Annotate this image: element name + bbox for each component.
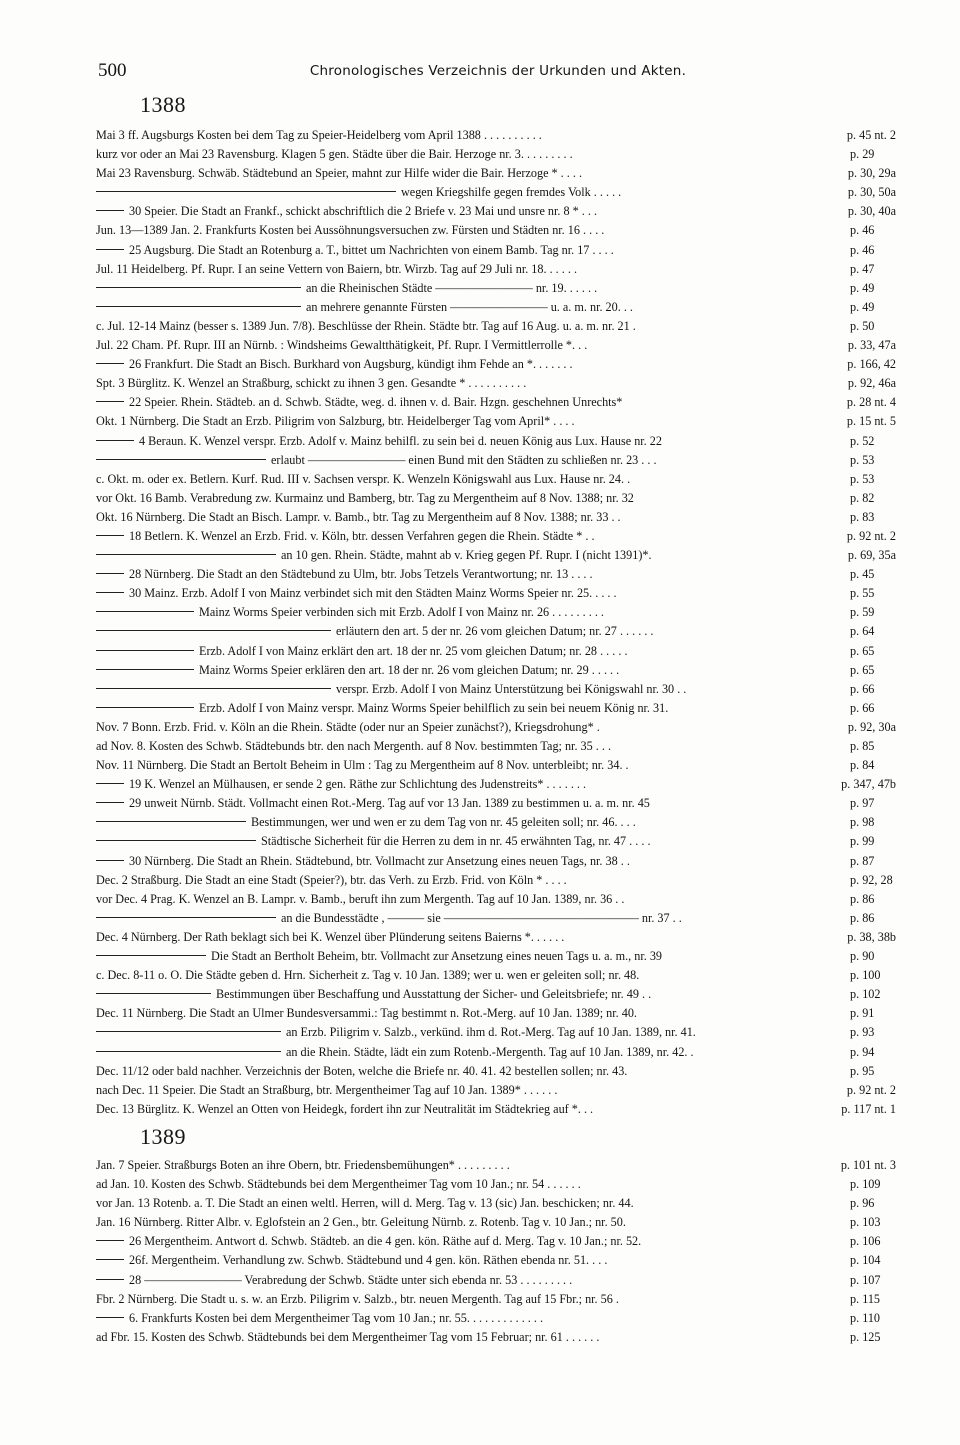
page-reference: p. 92, 28 [850,872,893,887]
entry-text: 30 Nürnberg. Die Stadt an Rhein. Städtebund, btr. Vollmacht zur Ansetzung eines neuen Tags, nr. 38 . . [129,853,630,868]
index-entry [96,548,896,567]
index-entry [96,701,896,720]
entry-text: 4 Beraun. K. Wenzel verspr. Erzb. Adolf v. Mainz behilfl. zu sein bei d. neuen König aus Lux. Hause nr. 22 [139,433,662,448]
index-entry [96,1253,896,1272]
entry-text: Dec. 4 Nürnberg. Der Rath beklagt sich bei K. Wenzel über Plünderung seitens Baierns *. . . . . . [96,929,565,944]
ditto-rule [96,1259,124,1260]
index-entry [96,395,896,414]
page-reference: p. 66 [850,681,875,696]
ditto-rule [96,1240,124,1241]
entry-text: 26f. Mergentheim. Verhandlung zw. Schwb. Städtebund und 4 gen. kön. Räthen ebenda nr. 51. . . . [129,1253,608,1268]
index-entry [96,1273,896,1292]
entry-text: Dec. 11 Nürnberg. Die Stadt an Ulmer Bundesversammi.: Tag bestimmt n. Rot.-Merg. auf 10 Jan. 1389; nr. 40. [96,1006,637,1021]
entry-text: erläutern den art. 5 der nr. 26 vom gleichen Datum; nr. 27 . . . . . . [336,624,654,639]
entry-text: Dec. 11/12 oder bald nachher. Verzeichnis der Boten, welche die Briefe nr. 40. 41. 42 bestellen sollen; nr. 43. [96,1063,628,1078]
index-entry [96,529,896,548]
page-reference: p. 109 [850,1177,881,1192]
ditto-rule [96,1317,124,1318]
entry-text: nach Dec. 11 Speier. Die Stadt an Straßburg, btr. Mergentheimer Tag auf 10 Jan. 1389* . . . . . . [96,1082,558,1097]
entry-text: verspr. Erzb. Adolf I von Mainz Unterstützung bei Königswahl nr. 30 . . [336,681,687,696]
index-entry [96,357,896,376]
page-reference: p. 47 [850,261,875,276]
entry-text: Jan. 16 Nürnberg. Ritter Albr. v. Eglofstein an 2 Gen., btr. Geleitung Nürnb. z. Rotenb. Tag v. 10 Jan.; nr. 50. [96,1215,626,1230]
entry-text: vor Okt. 16 Bamb. Verabredung zw. Kurmainz und Bamberg, btr. Tag zu Mergentheim auf 8 Nov. 1388; nr. 32 [96,490,634,505]
index-entry [96,1196,896,1215]
index-entry [96,434,896,453]
page-reference: p. 15 nt. 5 [846,414,896,429]
page-reference: p. 64 [850,624,875,639]
index-entry [96,491,896,510]
index-entry [96,663,896,682]
running-header [98,60,898,86]
entry-text: ad Fbr. 15. Kosten des Schwb. Städtebunds bei dem Mergentheimer Tag vom 15 Februar; nr. 61 . . . . . . [96,1329,600,1344]
page-reference: p. 46 [850,223,875,238]
page-reference: p. 45 nt. 2 [846,128,896,142]
index-entry [96,1083,896,1102]
entry-text: Okt. 1 Nürnberg. Die Stadt an Erzb. Piligrim von Salzburg, btr. Heidelberger Tag vom April* . . . . [96,414,575,429]
page-reference: p. 95 [850,1063,875,1078]
ditto-rule [96,440,134,441]
entry-text: 30 Mainz. Erzb. Adolf I von Mainz verbindet sich mit den Städten Mainz Worms Speier nr. 25. . . . . [129,586,617,601]
ditto-rule [96,707,194,708]
entry-text: Mainz Worms Speier erklären den art. 18 der nr. 26 vom gleichen Datum; nr. 29 . . . . . [199,662,620,677]
page-reference: p. 65 [850,662,875,677]
entry-text: c. Jul. 12-14 Mainz (besser s. 1389 Jun. 7/8). Beschlüsse der Rhein. Städte btr. Tag auf 16 Aug. u. a. m. nr. 21 . [96,318,636,333]
page-reference: p. 30, 29a [847,166,896,181]
entry-text: ad Nov. 8. Kosten des Schwb. Städtebunds btr. den nach Mergenth. auf 8 Nov. bestimmten Tag; nr. 35 . . . [96,739,612,753]
index-entry [96,510,896,529]
entry-text: an die Rhein. Städte, lädt ein zum Rotenb.-Mergenth. Tag auf 10 Jan. 1389, nr. 42. . [286,1044,694,1059]
ditto-rule [96,573,124,574]
index-entry [96,854,896,873]
ditto-rule [96,802,124,803]
ditto-rule [96,191,396,192]
page-reference: p. 46 [850,242,875,257]
ditto-rule [96,363,124,364]
index-entry [96,166,896,185]
ditto-rule [96,1051,281,1052]
index-entry [96,567,896,586]
index-entry [96,223,896,242]
ditto-rule [96,287,301,288]
ditto-rule [96,840,256,841]
index-entry [96,243,896,262]
entry-text: 28 ———————— Verabredung der Schwb. Städte unter sich ebenda nr. 53 . . . . . . . . . [129,1272,573,1287]
ditto-rule [96,210,124,211]
entry-text: Jul. 11 Heidelberg. Pf. Rupr. I an seine Vettern von Baiern, btr. Wirzb. Tag auf 29 Juli nr. 18. . . . . . [96,261,578,276]
ditto-rule [96,611,194,612]
year-heading-1389: 1389 [140,1124,186,1149]
index-entry [96,987,896,1006]
index-entry [96,739,896,758]
page-reference: p. 45 [850,567,875,582]
entry-text: Mainz Worms Speier verbinden sich mit Erzb. Adolf I von Mainz nr. 26 . . . . . . . . . [199,605,604,620]
index-entry [96,262,896,281]
entry-text: c. Okt. m. oder ex. Betlern. Kurf. Rud. III v. Sachsen verspr. K. Wenzeln Königswahl aus Lux. Hause nr. 24. . [96,471,631,486]
index-entry [96,319,896,338]
entry-text: an die Bundesstädte , ——— sie ———————————————— nr. 37 . . [281,910,682,925]
page-reference: p. 65 [850,643,875,658]
index-entry [96,682,896,701]
ditto-rule [96,993,211,994]
page-reference: p. 92 nt. 2 [846,528,896,543]
ditto-rule [96,669,194,670]
entry-text: Bestimmungen über Beschaffung und Ausstattung der Sicher- und Geleitsbriefe; nr. 49 . . [216,987,652,1002]
page-reference: p. 49 [850,299,875,314]
index-entry [96,873,896,892]
page-reference: p. 50 [850,318,875,333]
ditto-rule [96,917,276,918]
entry-text: an mehrere genannte Fürsten ———————— u. a. m. nr. 20. . . [306,299,633,314]
ditto-rule [96,1031,281,1032]
index-entry [96,892,896,911]
page-reference: p. 347, 47b [841,777,896,792]
index-entry [96,281,896,300]
ditto-rule [96,306,301,307]
page-number: 500 [98,60,127,81]
index-entry [96,300,896,319]
entry-text: 18 Betlern. K. Wenzel an Erzb. Frid. v. Köln, btr. dessen Verfahren gegen die Rhein. Städte * . . [129,528,595,543]
page-reference: p. 125 [850,1329,881,1344]
page-reference: p. 96 [850,1196,875,1211]
page-reference: p. 92, 30a [847,719,896,734]
ditto-rule [96,860,124,861]
page-reference: p. 83 [850,509,875,524]
page-reference: p. 117 nt. 1 [841,1101,896,1116]
entry-text: 26 Frankfurt. Die Stadt an Bisch. Burkhard von Augsburg, kündigt ihm Fehde an *. . . . . . . [129,357,573,372]
page-reference: p. 49 [850,280,875,295]
index-entry [96,453,896,472]
entry-text: erlaubt ———————— einen Bund mit den Städten zu schließen nr. 23 . . . [271,452,657,467]
page-reference: p. 115 [850,1291,881,1306]
ditto-rule [96,401,124,402]
page-reference: p. 92 nt. 2 [846,1082,896,1097]
entry-text: 19 K. Wenzel an Mülhausen, er sende 2 gen. Räthe zur Schlichtung des Judenstreits* . . . . . . . [129,777,587,792]
entry-text: Dec. 13 Bürglitz. K. Wenzel an Otten von Heidegk, fordert ihn zur Neutralität im Städtekrieg auf *. . . [96,1101,594,1116]
entry-text: an 10 gen. Rhein. Städte, mahnt ab v. Krieg gegen Pf. Rupr. I (nicht 1391)*. [281,548,652,563]
page-reference: p. 92, 46a [847,376,896,391]
index-entry [96,185,896,204]
page-reference: p. 98 [850,815,875,830]
index-entry [96,1102,896,1121]
page-reference: p. 53 [850,452,875,467]
ditto-rule [96,554,276,555]
index-entry [96,605,896,624]
index-entry [96,1177,896,1196]
page-reference: p. 29 [850,147,875,162]
page-reference: p. 166, 42 [847,357,896,372]
year-heading-1388: 1388 [140,92,186,117]
entry-text: an die Rheinischen Städte ———————— nr. 19. . . . . . [306,280,598,295]
index-entry [96,949,896,968]
page-reference: p. 99 [850,834,875,849]
ditto-rule [96,821,246,822]
entry-text: Okt. 16 Nürnberg. Die Stadt an Bisch. Lampr. v. Bamb., btr. Tag zu Mergentheim auf 8 Nov. 1388; nr. 33 . . [96,509,621,524]
index-entry [96,758,896,777]
entry-text: Spt. 3 Bürglitz. K. Wenzel an Straßburg, schickt zu ihnen 3 gen. Gesandte * . . . . . . . . . . [96,376,527,391]
index-entry [96,624,896,643]
page-reference: p. 30, 50a [847,185,896,200]
page-reference: p. 97 [850,796,875,811]
entry-text: 25 Augsburg. Die Stadt an Rotenburg a. T., bittet um Nachrichten von einem Bamb. Tag nr. 17 . . . . [129,242,614,257]
entry-text: Fbr. 2 Nürnberg. Die Stadt u. s. w. an Erzb. Piligrim v. Salzb., btr. neuen Mergenth. Tag auf 15 Fbr.; nr. 56 . [96,1291,619,1306]
entry-text: kurz vor oder an Mai 23 Ravensburg. Klagen 5 gen. Städte über die Bair. Herzoge nr. 3. . . . . . . . . [96,147,573,162]
entry-text: Erzb. Adolf I von Mainz verspr. Mainz Worms Speier behilflich zu sein bei neuem König nr. 31. [199,700,669,715]
ditto-rule [96,249,124,250]
page-reference: p. 90 [850,949,875,964]
page-reference: p. 93 [850,1025,875,1040]
page-reference: p. 100 [850,968,881,983]
index-entry [96,1006,896,1025]
index-entry [96,1292,896,1311]
page-reference: p. 86 [850,891,875,906]
entry-text: 28 Nürnberg. Die Stadt an den Städtebund zu Ulm, btr. Jobs Tetzels Verantwortung; nr. 13 . . . . [129,567,593,582]
entry-text: Mai 3 ff. Augsburgs Kosten bei dem Tag zu Speier-Heidelberg vom April 1388 . . . . . . . . . . [96,128,542,142]
page-reference: p. 85 [850,739,875,753]
page-reference: p. 33, 47a [847,338,896,353]
index-entry [96,147,896,166]
index-entry [96,414,896,433]
page-reference: p. 28 nt. 4 [846,395,896,410]
entry-text: ad Jan. 10. Kosten des Schwb. Städtebunds bei dem Mergentheimer Tag vom 10 Jan.; nr. 54 . . . . . . [96,1177,581,1192]
entry-text: 30 Speier. Die Stadt an Frankf., schickt abschriftlich die 2 Briefe v. 23 Mai und unsre nr. 8 * . . . [129,204,597,219]
index-entry [96,472,896,491]
index-entry [96,204,896,223]
page-reference: p. 104 [850,1253,881,1268]
entry-text: vor Dec. 4 Prag. K. Wenzel an B. Lampr. v. Bamb., beruft ihn zum Mergenth. Tag auf 10 Jan. 1389, nr. 36 . . [96,891,625,906]
ditto-rule [96,630,331,631]
index-entry [96,338,896,357]
entry-list-1389 [96,1158,896,1349]
entry-text: Erzb. Adolf I von Mainz erklärt den art. 18 der nr. 25 vom gleichen Datum; nr. 28 . . . . . [199,643,628,658]
index-entry [96,815,896,834]
entry-text: Nov. 7 Bonn. Erzb. Frid. v. Köln an die Rhein. Städte (oder nur an Speier zunächst?), Kriegsdrohung* . [96,719,600,734]
page-reference: p. 91 [850,1006,875,1021]
index-entry [96,720,896,739]
index-entry [96,796,896,815]
page-reference: p. 59 [850,605,875,620]
page-reference: p. 101 nt. 3 [840,1158,896,1172]
index-entry [96,1311,896,1330]
page-reference: p. 106 [850,1234,881,1249]
page-reference: p. 69, 35a [847,548,896,563]
page-reference: p. 55 [850,586,875,601]
page-reference: p. 102 [850,987,881,1002]
ditto-rule [96,459,266,460]
entry-text: 26 Mergentheim. Antwort d. Schwb. Städteb. an die 4 gen. kön. Räthe auf d. Merg. Tag v. 10 Jan.; nr. 52. [129,1234,642,1249]
page-reference: p. 94 [850,1044,875,1059]
entry-text: Bestimmungen, wer und wen er zu dem Tag von nr. 45 geleiten soll; nr. 46. . . . [251,815,636,830]
entry-text: 29 unweit Nürnb. Städt. Vollmacht einen Rot.-Merg. Tag auf vor 13 Jan. 1389 zu bestimmen u. a. m. nr. 45 [129,796,650,811]
page-reference: p. 107 [850,1272,881,1287]
page-reference: p. 38, 38b [847,929,896,944]
page-reference: p. 110 [850,1310,881,1325]
entry-text: c. Dec. 8-11 o. O. Die Städte geben d. Hrn. Sicherheit z. Tag v. 10 Jan. 1389; wer u. wen er geleiten soll; nr. 48. [96,968,640,983]
index-entry [96,930,896,949]
ditto-rule [96,783,124,784]
page-reference: p. 53 [850,471,875,486]
entry-text: wegen Kriegshilfe gegen fremdes Volk . . . . . [401,185,622,200]
page-reference: p. 30, 40a [847,204,896,219]
page-reference: p. 82 [850,490,875,505]
entry-text: Nov. 11 Nürnberg. Die Stadt an Bertolt Beheim in Ulm : Tag zu Mergentheim auf 8 Nov. unterbleibt; nr. 34. . [96,758,629,773]
index-entry [96,1045,896,1064]
ditto-rule [96,955,206,956]
index-entry [96,1064,896,1083]
index-entry [96,1215,896,1234]
page-reference: p. 103 [850,1215,881,1230]
index-entry [96,1158,896,1177]
entry-text: Jul. 22 Cham. Pf. Rupr. III an Nürnb. : Windsheims Gewaltthätigkeit, Pf. Rupr. I Vermittlerrolle *. . . [96,338,588,353]
index-entry [96,1330,896,1349]
index-entry [96,644,896,663]
entry-text: Städtische Sicherheit für die Herren zu dem in nr. 45 erwähnten Tag, nr. 47 . . . . [261,834,651,849]
index-entry [96,128,896,147]
ditto-rule [96,592,124,593]
entry-list-1388 [96,128,896,1121]
running-title: Chronologisches Verzeichnis der Urkunden und Akten. [309,63,687,79]
index-entry [96,1025,896,1044]
index-entry [96,911,896,930]
page-reference: p. 66 [850,700,875,715]
index-entry [96,376,896,395]
ditto-rule [96,535,124,536]
page-reference: p. 87 [850,853,875,868]
index-entry [96,777,896,796]
entry-text: Mai 23 Ravensburg. Schwäb. Städtebund an Speier, mahnt zur Hilfe wider die Bair. Herzoge * . . . . [96,166,582,181]
entry-text: Dec. 2 Straßburg. Die Stadt an eine Stadt (Speier?), btr. das Verh. zu Erzb. Frid. von Köln * . . . . [96,872,567,887]
entry-text: vor Jan. 13 Rotenb. a. T. Die Stadt an einen weltl. Herren, will d. Merg. Tag v. 13 (sic) Jan. beschicken; nr. 44. [96,1196,634,1211]
ditto-rule [96,1279,124,1280]
page-reference: p. 84 [850,758,875,773]
entry-text: Jun. 13—1389 Jan. 2. Frankfurts Kosten bei Aussöhnungsversuchen zw. Fürsten und Städten nr. 16 . . . . [96,223,605,238]
page-reference: p. 86 [850,910,875,925]
entry-text: Die Stadt an Bertholt Beheim, btr. Vollmacht zur Ansetzung eines neuen Tags u. a. m., nr. 39 [211,949,663,964]
entry-text: an Erzb. Piligrim v. Salzb., verkünd. ihm d. Rot.-Merg. Tag auf 10 Jan. 1389, nr. 41. [286,1025,696,1040]
entry-text: Jan. 7 Speier. Straßburgs Boten an ihre Obern, btr. Friedensbemühungen* . . . . . . . . . [96,1158,510,1172]
ditto-rule [96,650,194,651]
index-entry [96,834,896,853]
index-entry [96,1234,896,1253]
entry-text: 22 Speier. Rhein. Städteb. an d. Schwb. Städte, weg. d. ihnen v. d. Bair. Hzgn. geschehnen Unrechts* [129,395,623,410]
entry-text: 6. Frankfurts Kosten bei dem Mergentheimer Tag vom 10 Jan.; nr. 55. . . . . . . . . . . . . [129,1310,544,1325]
ditto-rule [96,688,331,689]
index-entry [96,968,896,987]
index-entry [96,586,896,605]
page-reference: p. 52 [850,433,875,448]
